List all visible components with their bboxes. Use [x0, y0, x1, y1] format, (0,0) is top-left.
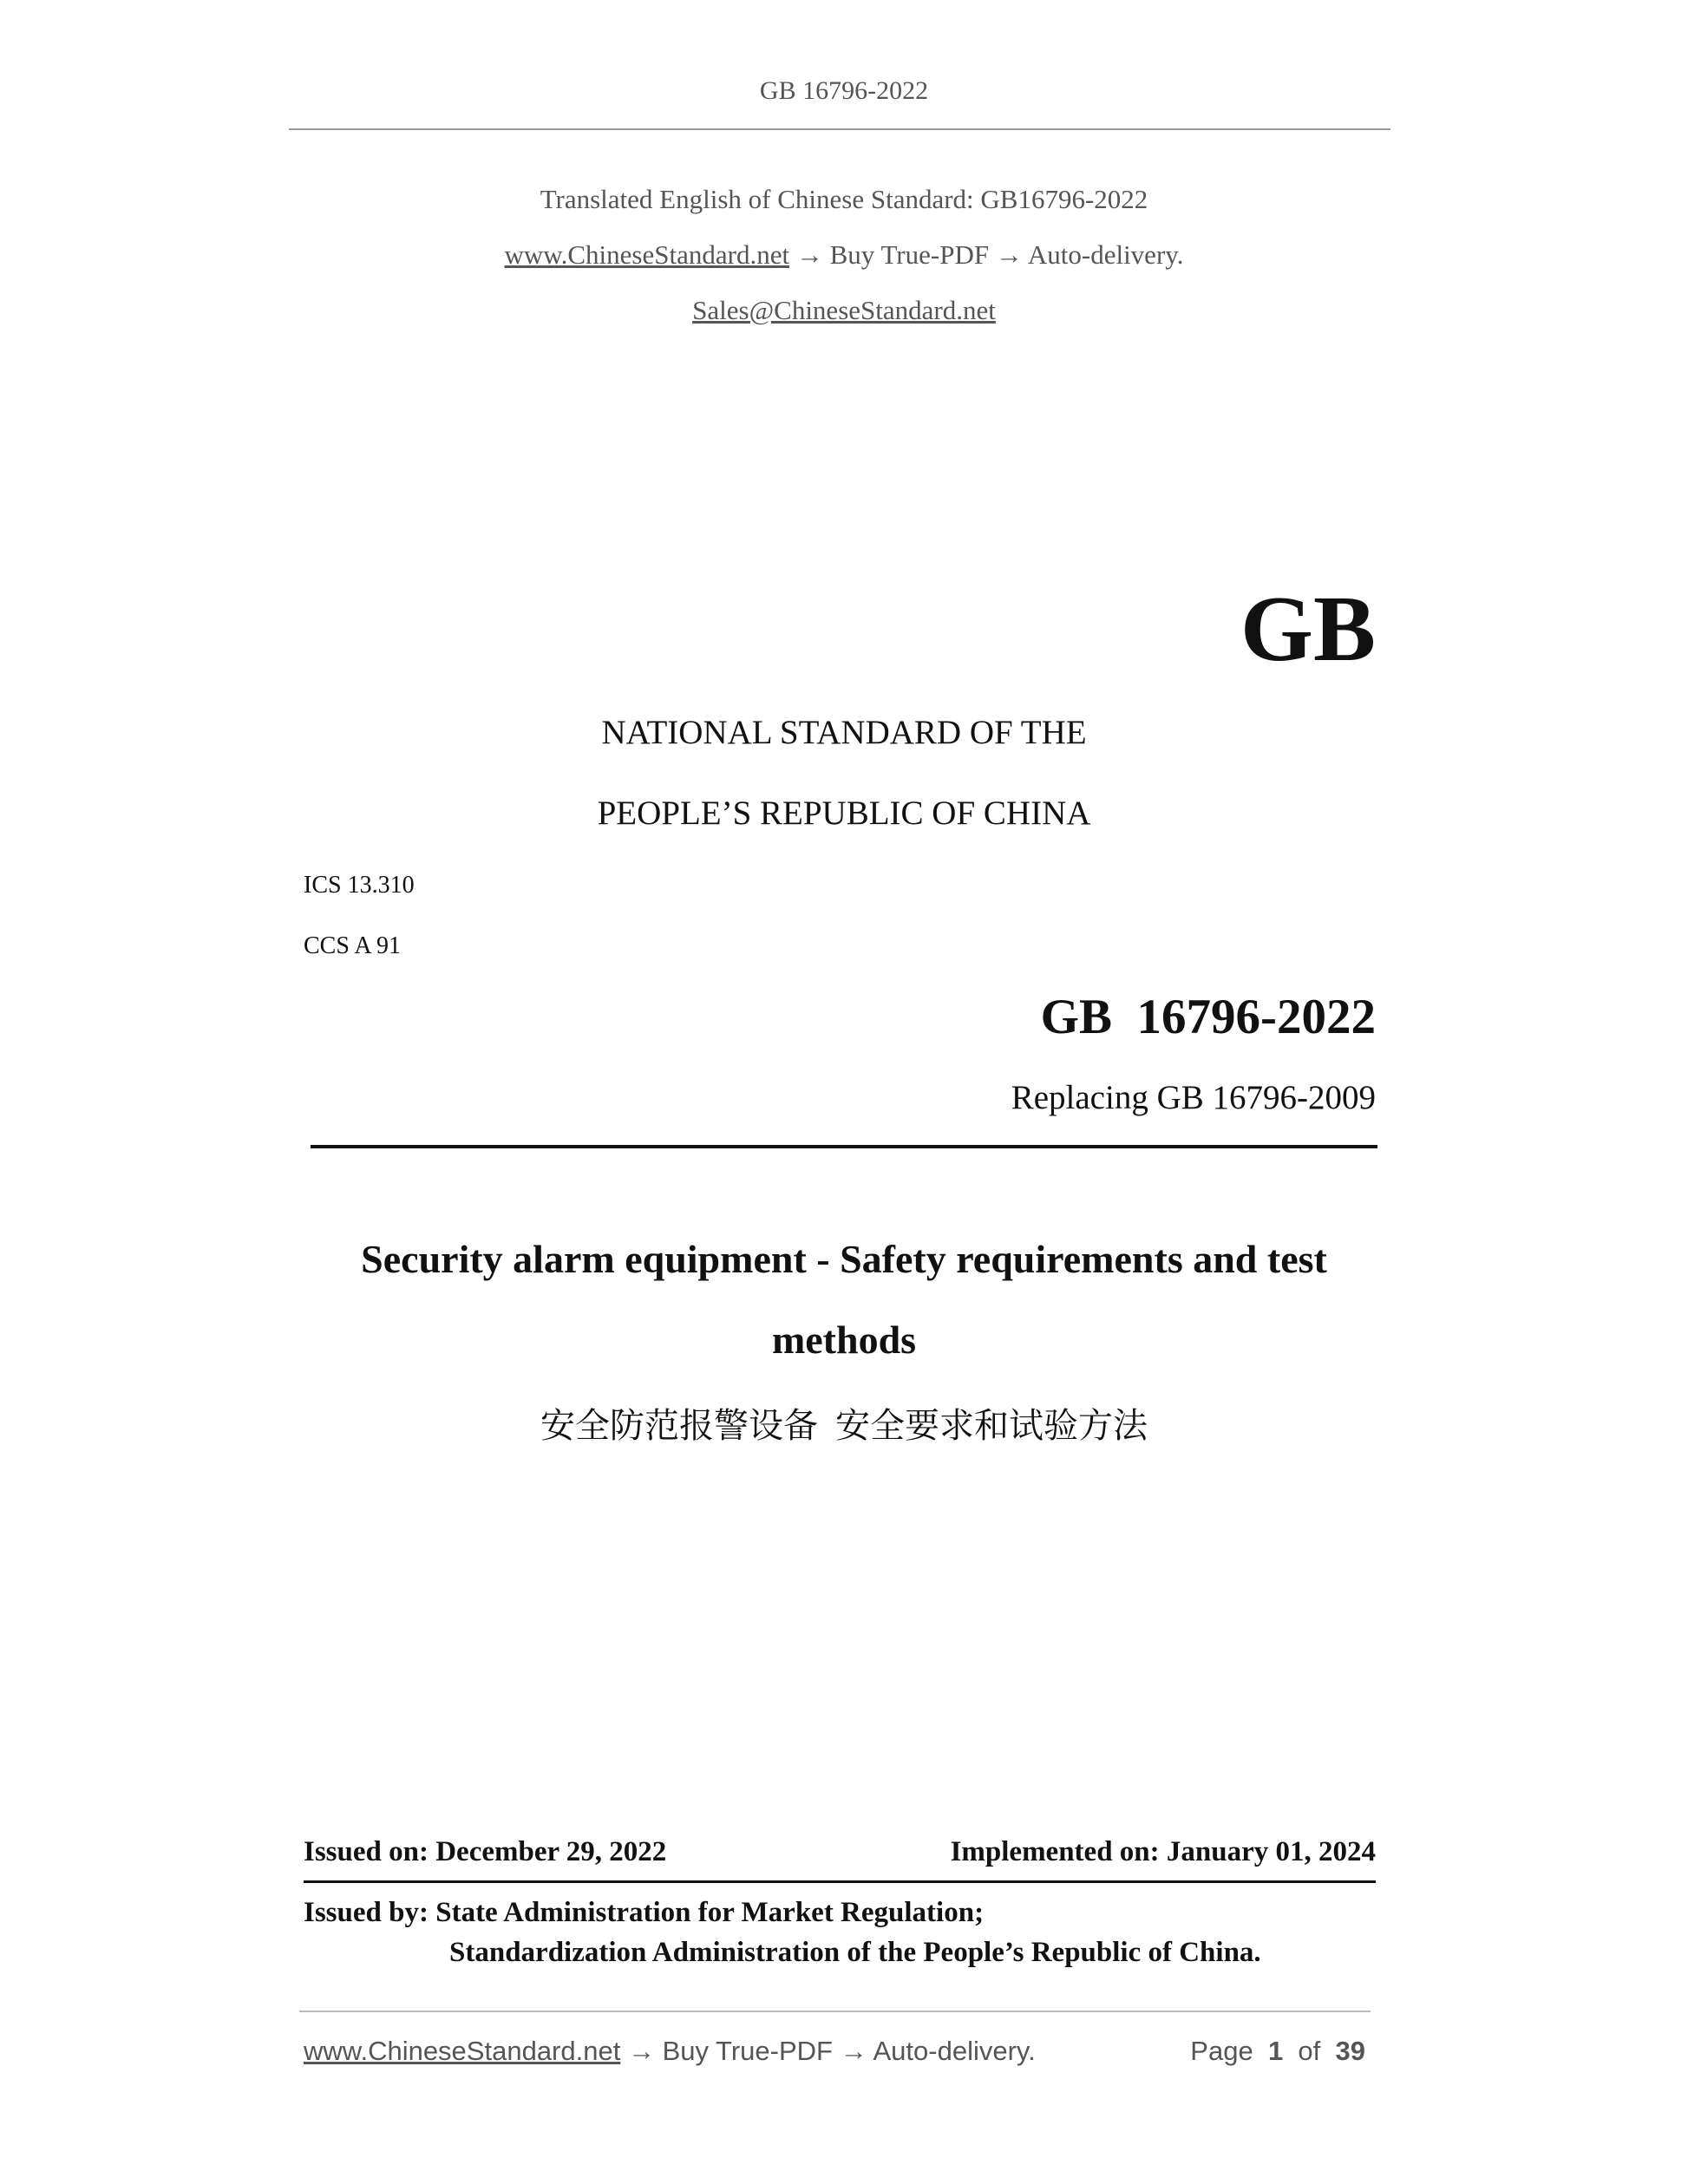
page-current: 1 [1267, 2036, 1284, 2066]
running-header: GB 16796-2022 [759, 76, 929, 105]
footer-divider [299, 2011, 1371, 2012]
header-divider [289, 128, 1390, 130]
footer-site-link[interactable]: www.ChineseStandard.net [304, 2036, 621, 2066]
ics-code: ICS 13.310 [304, 872, 415, 899]
email-line [0, 295, 1688, 326]
replacing-standard: Replacing GB 16796-2009 [1011, 1079, 1376, 1116]
title-line1: Security alarm equipment - Safety requirements and test [361, 1237, 1327, 1281]
ccs-code: CCS A 91 [304, 932, 402, 959]
arrow-icon: → [840, 2036, 867, 2066]
footer-buy-text: Buy True-PDF [662, 2036, 833, 2066]
arrow-icon: → [795, 239, 823, 270]
implemented-on: Implemented on: January 01, 2024 [950, 1836, 1376, 1867]
issued-by-second-authority: Standardization Administration of the People’s Republic of China. [449, 1937, 1261, 1968]
footer-purchase-line [304, 2036, 1036, 2067]
of-label: of [1298, 2036, 1321, 2066]
arrow-icon: → [627, 2036, 655, 2066]
footer-auto-text: Auto-delivery. [873, 2036, 1036, 2066]
arrow-icon: → [995, 239, 1023, 270]
standard-number: GB 16796-2022 [1040, 990, 1376, 1044]
translated-notice: Translated English of Chinese Standard: GB16796-2022 [540, 184, 1148, 214]
site-link[interactable]: www.ChineseStandard.net [504, 239, 790, 270]
auto-delivery-text: Auto-delivery. [1027, 239, 1184, 270]
page-indicator [1190, 2036, 1365, 2067]
issued-by: Issued by: State Administration for Market Regulation; [304, 1897, 985, 1928]
buy-true-pdf-text: Buy True-PDF [829, 239, 990, 270]
gb-logo: GB [1240, 578, 1376, 681]
national-standard-line1: NATIONAL STANDARD OF THE [601, 714, 1087, 751]
page-label: Page [1190, 2036, 1253, 2066]
email-link[interactable]: Sales@ChineseStandard.net [692, 295, 996, 325]
title-line2: methods [771, 1318, 917, 1362]
issued-on: Issued on: December 29, 2022 [304, 1836, 667, 1867]
title-rule [311, 1145, 1377, 1148]
national-standard-line2: PEOPLE’S REPUBLIC OF CHINA [597, 794, 1091, 832]
chinese-title: 安全防范报警设备 安全要求和试验方法 [540, 1406, 1148, 1445]
issuance-rule [304, 1880, 1376, 1883]
page-total: 39 [1335, 2036, 1365, 2066]
purchase-line [0, 239, 1688, 271]
